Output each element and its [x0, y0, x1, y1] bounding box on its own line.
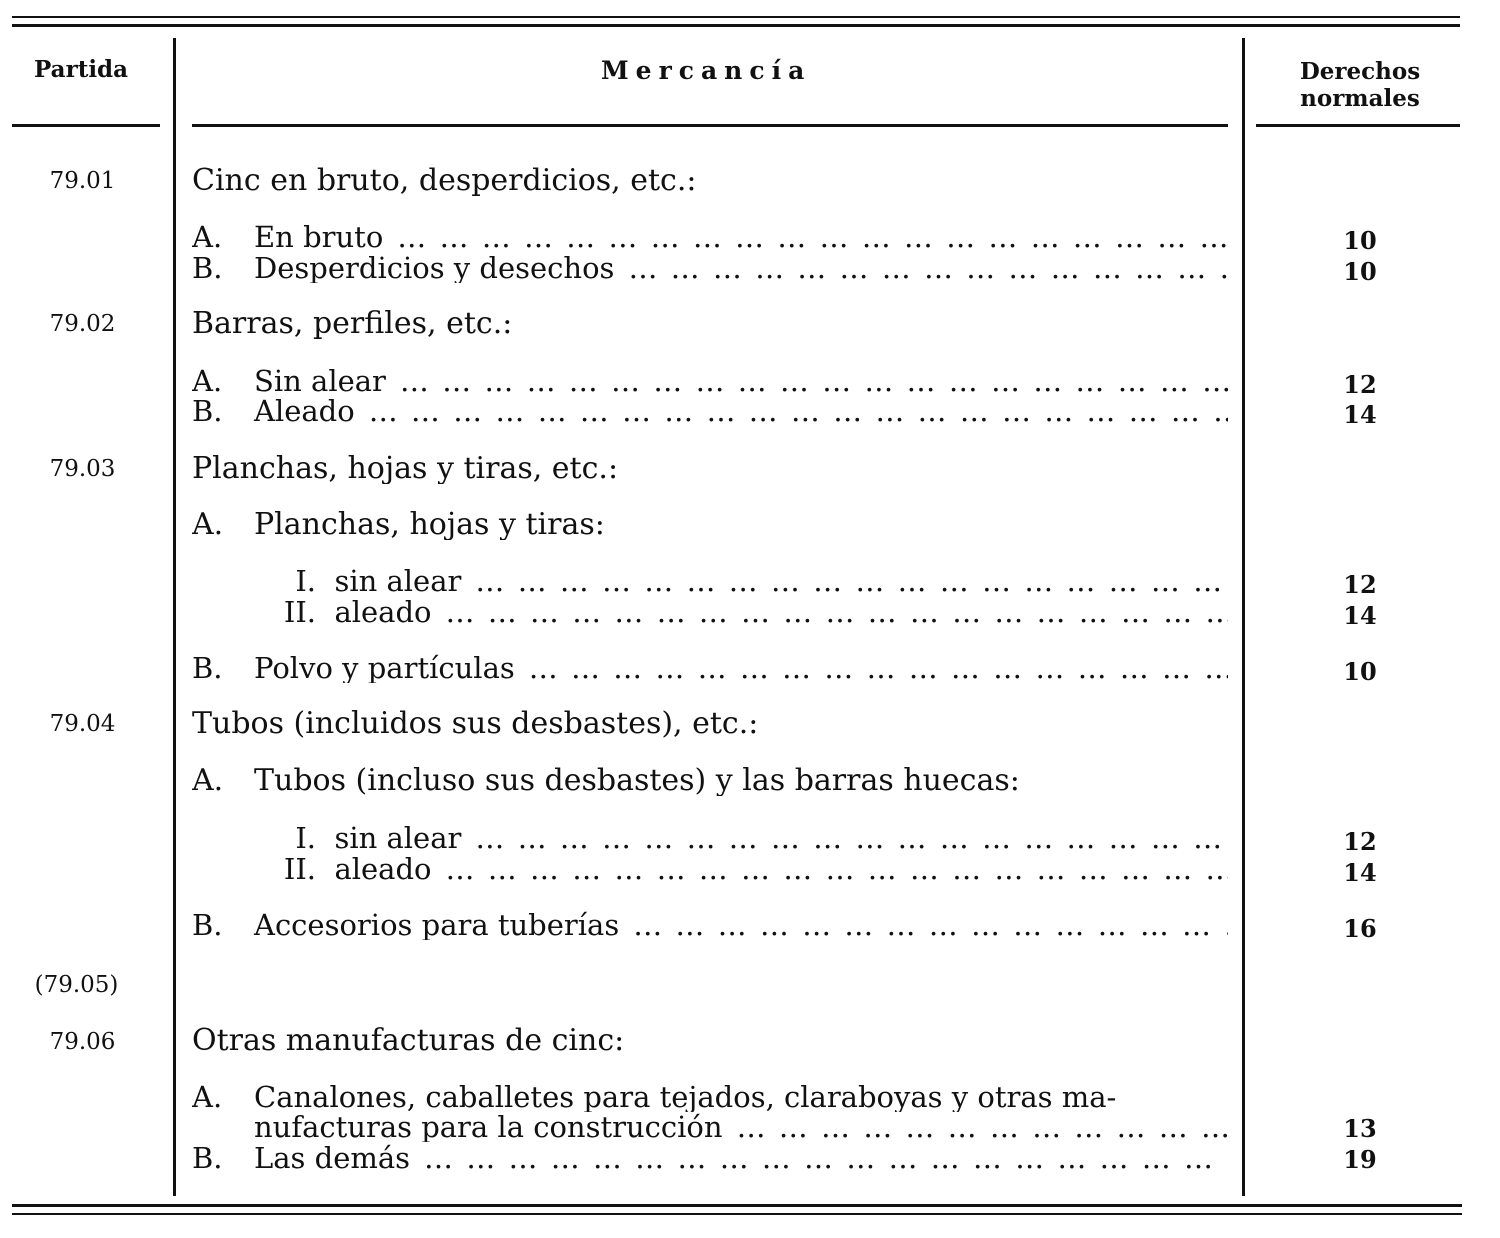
partida-code: (79.05)	[34, 972, 119, 998]
leader-dots	[461, 823, 1228, 853]
row-heading	[192, 1026, 1228, 1056]
leader-dots	[614, 253, 1228, 283]
duty-value: 13	[1343, 1114, 1377, 1143]
row-text: Tubos (incluso sus desbastes) y las barras huecas:	[254, 766, 1020, 796]
row-item	[192, 222, 1228, 252]
duty-value: 12	[1343, 370, 1377, 399]
row-text: Otras manufacturas de cinc:	[192, 1026, 625, 1056]
leader-dots	[431, 597, 1228, 627]
row-text: aleado	[334, 854, 432, 884]
column-divider-right	[1242, 38, 1245, 1196]
leader-dots	[723, 1112, 1228, 1142]
row-item	[192, 1082, 1228, 1112]
duty-value: 14	[1343, 400, 1377, 429]
row-subheading	[192, 766, 1228, 796]
row-heading	[192, 309, 1228, 339]
row-text: En bruto	[254, 222, 384, 252]
row-subheading	[192, 510, 1228, 540]
item-letter: A.	[192, 766, 224, 796]
top-rule-2	[12, 24, 1460, 27]
row-item	[192, 396, 1228, 426]
bottom-rule-1	[12, 1204, 1462, 1207]
row-subitem	[192, 566, 1228, 596]
row-text: nufacturas para la construcción	[254, 1112, 723, 1142]
row-subitem	[192, 823, 1228, 853]
item-letter: B.	[192, 653, 223, 683]
row-subitem	[192, 854, 1228, 884]
row-text: Polvo y partículas	[254, 653, 515, 683]
item-letter: A.	[192, 510, 224, 540]
partida-code: 79.04	[49, 711, 116, 737]
header-rule-mercancia	[192, 124, 1228, 127]
leader-dots	[515, 653, 1228, 683]
row-text: aleado	[334, 597, 432, 627]
item-letter: B.	[192, 910, 223, 940]
item-letter: A.	[192, 222, 223, 252]
item-letter: B.	[192, 253, 223, 283]
item-roman: I.	[295, 566, 316, 596]
row-subitem	[192, 597, 1228, 627]
header-partida: Partida	[34, 56, 129, 83]
row-text: Desperdicios y desechos	[254, 253, 615, 283]
duty-value: 12	[1343, 570, 1377, 599]
header-mercancia: Mercancía	[601, 56, 812, 85]
row-item	[192, 1143, 1228, 1173]
row-heading	[192, 709, 1228, 739]
row-text: Cinc en bruto, desperdicios, etc.:	[192, 166, 697, 196]
leader-dots	[410, 1143, 1228, 1173]
partida-code: 79.01	[49, 168, 116, 194]
leader-dots	[431, 854, 1228, 884]
row-text: sin alear	[334, 823, 462, 853]
row-text: sin alear	[334, 566, 462, 596]
row-text: Planchas, hojas y tiras, etc.:	[192, 454, 619, 484]
bottom-rule-2	[12, 1213, 1462, 1215]
row-item	[192, 253, 1228, 283]
header-derechos-line1: Derechos	[1299, 58, 1421, 85]
header-rule-derechos	[1256, 124, 1460, 127]
item-roman: I.	[295, 823, 316, 853]
top-rule-1	[12, 16, 1460, 18]
row-text: Aleado	[254, 396, 355, 426]
row-item	[192, 366, 1228, 396]
duty-value: 10	[1343, 257, 1377, 286]
item-letter: B.	[192, 396, 223, 426]
item-roman: II.	[283, 854, 316, 884]
item-roman: II.	[283, 597, 316, 627]
row-text: Barras, perfiles, etc.:	[192, 309, 513, 339]
duty-value: 10	[1343, 657, 1377, 686]
row-heading	[192, 454, 1228, 484]
row-heading	[192, 166, 1228, 196]
row-text: Accesorios para tuberías	[254, 910, 620, 940]
partida-code: 79.06	[49, 1029, 116, 1055]
row-text: Tubos (incluidos sus desbastes), etc.:	[192, 709, 759, 739]
duty-value: 14	[1343, 601, 1377, 630]
leader-dots	[355, 396, 1228, 426]
duty-value: 12	[1343, 827, 1377, 856]
header-rule-partida	[12, 124, 160, 127]
duty-value: 19	[1343, 1145, 1377, 1174]
partida-code: 79.02	[49, 311, 116, 337]
leader-dots	[386, 366, 1228, 396]
row-text: Planchas, hojas y tiras:	[254, 510, 605, 540]
row-item-continuation	[192, 1112, 1228, 1142]
duty-value: 14	[1343, 858, 1377, 887]
item-letter: B.	[192, 1143, 223, 1173]
partida-code: 79.03	[49, 456, 116, 482]
leader-dots	[619, 910, 1228, 940]
column-divider-left	[173, 38, 176, 1196]
row-text: Las demás	[254, 1143, 411, 1173]
item-letter: A.	[192, 366, 223, 396]
row-item	[192, 910, 1228, 940]
leader-dots	[383, 222, 1228, 252]
header-derechos-line2: normales	[1300, 85, 1420, 112]
leader-dots	[461, 566, 1228, 596]
row-text: Sin alear	[254, 366, 386, 396]
row-item	[192, 653, 1228, 683]
item-letter: A.	[192, 1082, 223, 1112]
duty-value: 10	[1343, 226, 1377, 255]
header-derechos	[1280, 58, 1440, 112]
duty-value: 16	[1343, 914, 1377, 943]
row-text: Canalones, caballetes para tejados, claraboyas y otras ma-	[254, 1082, 1117, 1112]
